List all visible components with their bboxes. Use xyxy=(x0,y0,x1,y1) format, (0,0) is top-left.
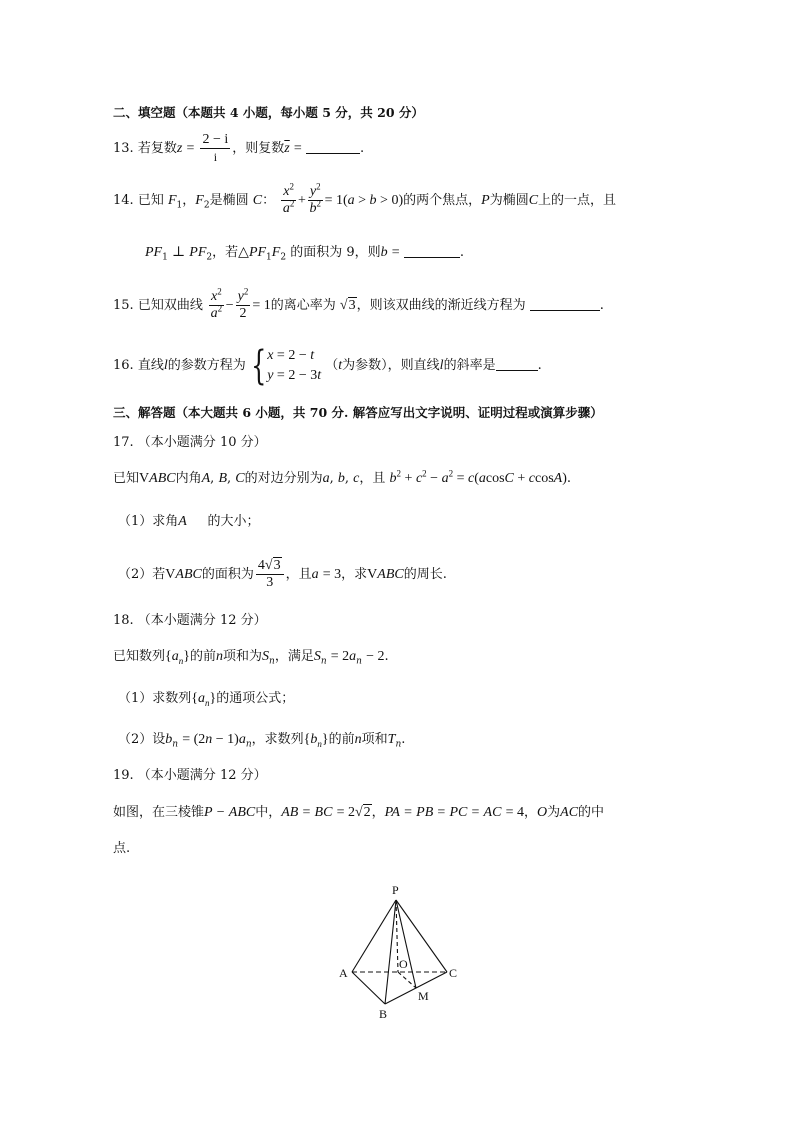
question-17-part-1: （1）求角A 的大小； xyxy=(118,514,260,529)
label-A: A xyxy=(339,966,348,980)
fraction: $\frac{2 - i}{i}$ xyxy=(202,132,229,164)
label-C: C xyxy=(449,966,458,980)
question-16: 16. 直线l的参数方程为 {x = 2 − t y = 2 − 3t （t为参数），则直线l的斜率是 . xyxy=(113,342,542,389)
answer-blank xyxy=(496,369,538,371)
answer-blank xyxy=(404,256,460,258)
question-18-stem: 已知数列$\{a_n\}$的前n项和为$S_n$，满足$S_n = 2a_n - 2$. xyxy=(113,649,389,667)
edge-AB xyxy=(352,972,385,1004)
label-O: O xyxy=(399,957,408,971)
question-17-stem: 已知VABC内角A, B, C的对边分别为a, b, c，且 $b^2 + c^2 - a^2 = c(acosC + ccosA)$. xyxy=(113,468,572,486)
question-19-title: 19. （本小题满分 12 分） xyxy=(113,768,267,783)
label-M: M xyxy=(418,989,429,1003)
section-3-header: 三、解答题（本大题共 6 小题，共 70 分. 解答应写出文字说明、证明过程或演算步骤） xyxy=(113,405,603,420)
section-2-header: 二、填空题（本题共 4 小题，每小题 5 分，共 20 分） xyxy=(113,105,424,120)
parametric-system: x = 2 − t y = 2 − 3t xyxy=(267,347,322,383)
question-17-title: 17. （本小题满分 10 分） xyxy=(113,435,267,450)
label-B: B xyxy=(379,1007,388,1021)
pyramid-figure xyxy=(330,880,470,1025)
question-18-title: 18. （本小题满分 12 分） xyxy=(113,613,267,628)
question-13: 13. 若复数z = $\frac{2 - i}{i}$ ，则复数$\overline{z}$ = . xyxy=(113,132,365,164)
answer-blank xyxy=(306,152,360,154)
question-17-part-2: （2）若VABC的面积为 $\frac{4√3}{3}$ ，且a = 3，求VABC的周长. xyxy=(118,558,447,590)
question-14: 14. 已知 $F_1$，$F_2$是椭圆 C： $\frac{x^2}{a^2}$ + $\frac{y^2}{b^2}$ = 1(a > b > 0)的两个焦点，P为椭圆C上的一点，且 xyxy=(113,181,617,216)
question-19-stem: 如图，在三棱锥P − ABC中，AB = BC = 2√2，PA = PB = PC = AC = 4，O为AC的中 xyxy=(113,805,605,820)
question-14-line-2: $PF_1$ ⊥ $PF_2$，若$\triangle PF_1F_2$ 的面积为 9，则b = . xyxy=(145,245,464,263)
question-18-part-2: （2）设$b_n = (2n - 1)a_n$，求数列$\{b_n\}$的前n项和$T_n$. xyxy=(118,732,406,750)
answer-blank xyxy=(530,309,600,311)
question-19-stem-cont: 点. xyxy=(113,841,131,856)
question-18-part-1: （1）求数列$\{a_n\}$的通项公式； xyxy=(118,691,295,708)
label-P: P xyxy=(392,883,399,897)
question-15: 15. 已知双曲线 $\frac{x^2}{a^2}$ − $\frac{y^2}{2}$ = 1的离心率为 √3，则该双曲线的渐近线方程为 . xyxy=(113,286,604,321)
edge-PO xyxy=(396,900,398,972)
